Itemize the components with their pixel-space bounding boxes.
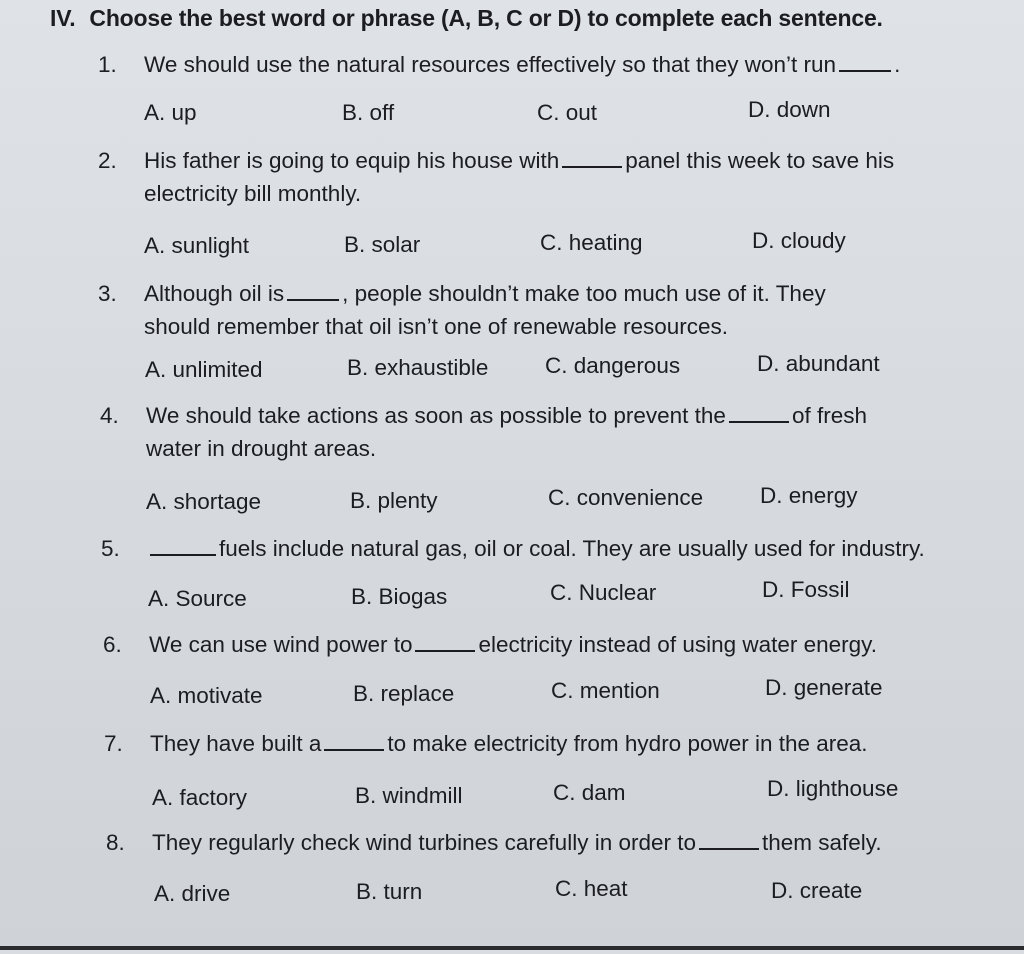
question-stem: fuels include natural gas, oil or coal. They are usually used for industry. bbox=[147, 536, 925, 562]
option-c: C. Nuclear bbox=[550, 580, 657, 605]
option-d: D. Fossil bbox=[762, 577, 850, 602]
question-number: 8. bbox=[106, 830, 125, 855]
option-a: A. up bbox=[144, 100, 197, 125]
option-a: A. Source bbox=[148, 586, 247, 611]
option-d: D. lighthouse bbox=[767, 776, 899, 801]
option-d: D. energy bbox=[760, 483, 858, 508]
question-stem: We can use wind power to electricity instead of using water energy. bbox=[149, 632, 878, 657]
option-c: C. heat bbox=[555, 876, 628, 901]
question-stem: They regularly check wind turbines carefully in order to them safely. bbox=[152, 830, 882, 855]
option-a: A. drive bbox=[154, 881, 231, 906]
question-stem: We should take actions as soon as possible to prevent the of fresh bbox=[146, 403, 867, 428]
question-stem-line2: water in drought areas. bbox=[146, 436, 377, 461]
option-b: B. off bbox=[342, 100, 395, 125]
option-b: B. exhaustible bbox=[347, 355, 489, 380]
option-c: C. dam bbox=[553, 780, 626, 805]
question-number: 1. bbox=[98, 52, 117, 77]
option-c: C. mention bbox=[551, 678, 660, 703]
option-a: A. sunlight bbox=[144, 233, 250, 258]
question-number: 2. bbox=[98, 148, 117, 173]
question-stem: His father is going to equip his house with panel this week to save his bbox=[144, 148, 895, 173]
answer-blank bbox=[150, 536, 216, 556]
answer-blank bbox=[729, 403, 789, 423]
question-number: 6. bbox=[103, 632, 122, 657]
option-c: C. convenience bbox=[548, 485, 704, 510]
option-a: A. shortage bbox=[146, 489, 262, 514]
option-b: B. replace bbox=[353, 681, 455, 706]
answer-blank bbox=[699, 830, 759, 850]
question-number: 4. bbox=[100, 403, 119, 428]
option-d: D. abundant bbox=[757, 351, 880, 376]
question-number: 3. bbox=[98, 281, 117, 306]
option-d: D. generate bbox=[765, 675, 883, 700]
option-a: A. factory bbox=[152, 785, 248, 810]
answer-blank bbox=[839, 52, 891, 72]
option-b: B. plenty bbox=[350, 488, 438, 513]
answer-blank bbox=[415, 632, 475, 652]
option-b: B. Biogas bbox=[351, 584, 448, 609]
answer-blank bbox=[324, 731, 384, 751]
option-b: B. solar bbox=[344, 232, 421, 257]
question-stem: They have built a to make electricity from hydro power in the area. bbox=[150, 731, 868, 756]
question-stem-line2: should remember that oil isn’t one of renewable resources. bbox=[144, 314, 729, 339]
option-b: B. turn bbox=[356, 879, 423, 904]
option-a: A. unlimited bbox=[145, 357, 263, 382]
question-number: 5. bbox=[101, 536, 120, 561]
section-instruction: Choose the best word or phrase (A, B, C or D) to complete each sentence. bbox=[89, 5, 883, 31]
option-c: C. dangerous bbox=[545, 353, 681, 378]
option-c: C. heating bbox=[540, 230, 643, 255]
question-stem: Although oil is , people shouldn’t make too much use of it. They bbox=[144, 281, 826, 306]
question-stem: We should use the natural resources effectively so that they won’t run . bbox=[144, 52, 901, 77]
option-d: D. cloudy bbox=[752, 228, 846, 253]
answer-blank bbox=[287, 281, 339, 301]
option-c: C. out bbox=[537, 100, 598, 125]
section-number: IV. bbox=[50, 5, 76, 31]
question-number: 7. bbox=[104, 731, 123, 756]
option-b: B. windmill bbox=[355, 783, 463, 808]
option-d: D. down bbox=[748, 97, 831, 122]
question-stem-line2: electricity bill monthly. bbox=[144, 181, 362, 206]
option-d: D. create bbox=[771, 878, 863, 903]
section-heading bbox=[50, 5, 883, 32]
option-a: A. motivate bbox=[150, 683, 263, 708]
answer-blank bbox=[562, 148, 622, 168]
